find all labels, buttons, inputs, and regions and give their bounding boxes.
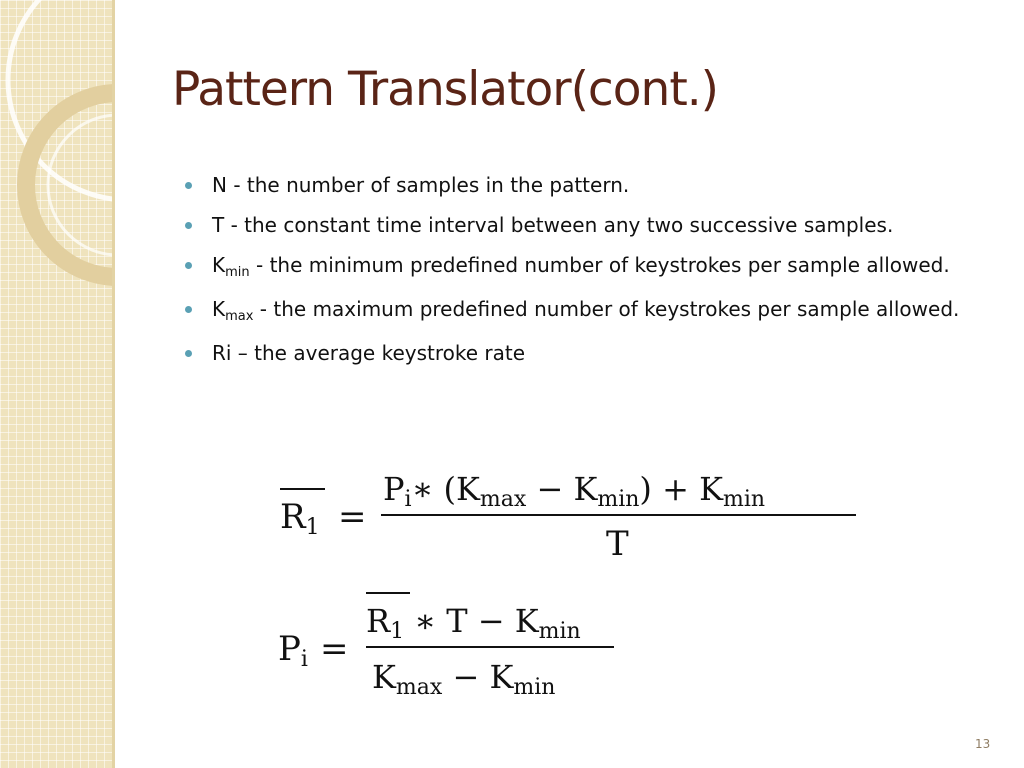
bullet-text: T - the constant time interval between any two successive samples. — [212, 213, 894, 237]
formula2-equals: = — [320, 629, 349, 669]
bullet-text: - the maximum predefined number of keystrokes per sample allowed. — [253, 296, 960, 321]
formula1-denominator: T — [606, 524, 629, 564]
formula-pattern-value — [278, 593, 614, 700]
bullet-symbol: K — [212, 253, 226, 277]
bullet-symbol: K — [212, 296, 226, 321]
formula2-numerator: R1 ∗ T − Kmin — [366, 602, 581, 644]
formula1-numerator: Pi∗ (Kmax − Kmin) + Kmin — [383, 470, 766, 512]
bullet-text: - the minimum predefined number of keystrokes per sample allowed. — [249, 253, 950, 277]
bullet-text: Ri – the average keystroke rate — [212, 340, 526, 365]
formula2-lhs: Pi — [278, 629, 308, 672]
bullet-subscript: min — [225, 265, 250, 280]
slide-title: Pattern Translator(cont.) — [172, 62, 719, 117]
formula1-lhs: R1 — [280, 497, 320, 540]
formula-average-rate — [280, 470, 856, 564]
formula1-equals: = — [338, 497, 367, 537]
bullet-text: N - the number of samples in the pattern. — [212, 173, 630, 197]
bullet-subscript: max — [225, 308, 254, 324]
page-number: 13 — [975, 737, 991, 751]
formula2-denominator: Kmax − Kmin — [372, 658, 556, 700]
